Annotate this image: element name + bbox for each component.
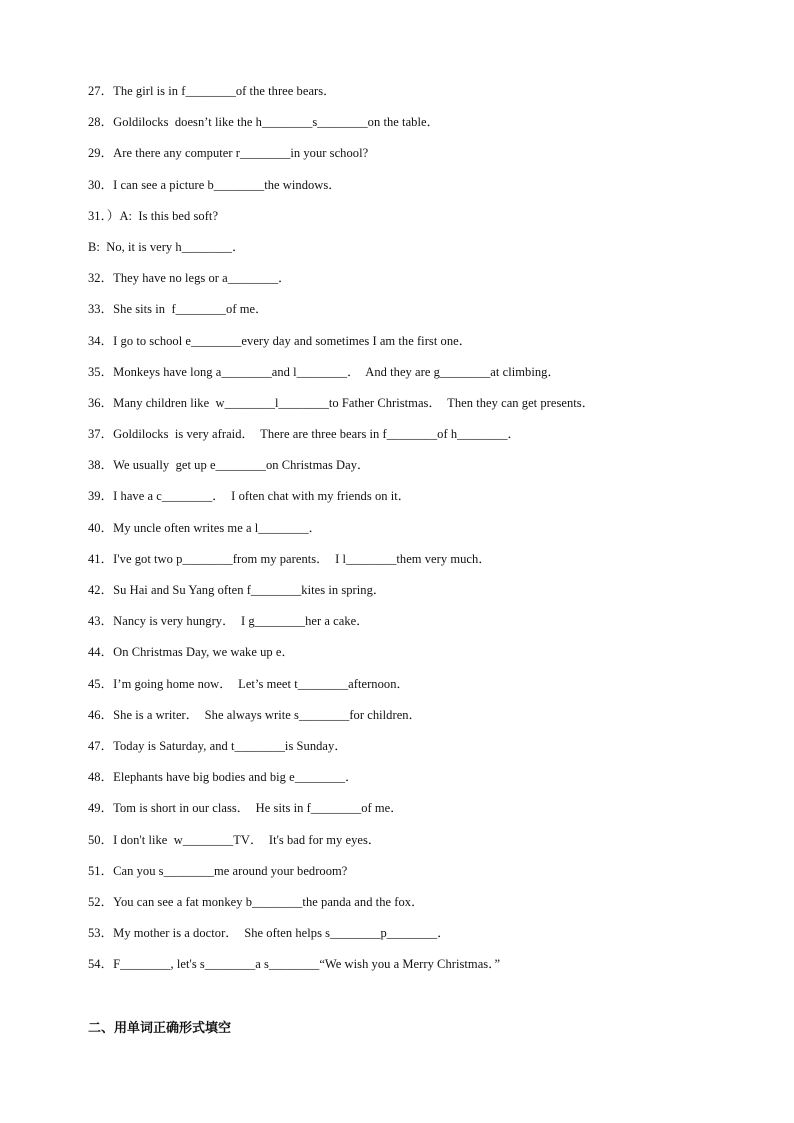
question-52: 52．You can see a fat monkey b________the panda and the fox． xyxy=(88,894,424,909)
question-54: 54．F________, let's s________a s________“We wish you a Merry Christmas．” xyxy=(88,957,501,972)
question-31b: B: No, it is very h________． xyxy=(88,239,245,254)
question-37: 37．Goldilocks is very afraid． There are three bears in f________of h________． xyxy=(88,427,521,442)
question-40: 40．My uncle often writes me a l________． xyxy=(88,520,322,535)
question-31a: 31．）A: Is this bed soft? xyxy=(88,208,219,223)
question-43: 43．Nancy is very hungry． I g________her a cake． xyxy=(88,614,369,629)
question-48: 48．Elephants have big bodies and big e________． xyxy=(88,770,358,785)
question-33: 33．She sits in f________of me． xyxy=(88,302,268,317)
question-36: 36．Many children like w________l________to Father Christmas． Then they can get presents． xyxy=(88,395,595,410)
question-39: 39．I have a c________． I often chat with my friends on it． xyxy=(88,489,411,504)
question-46: 46．She is a writer． She always write s________for children． xyxy=(88,707,422,722)
question-51: 51．Can you s________me around your bedroom? xyxy=(88,863,348,878)
question-30: 30．I can see a picture b________the windows． xyxy=(88,177,341,192)
question-28: 28．Goldilocks doesn’t like the h________s________on the table． xyxy=(88,115,440,130)
question-53: 53．My mother is a doctor． She often helps s________p________． xyxy=(88,926,450,941)
question-42: 42．Su Hai and Su Yang often f________kites in spring． xyxy=(88,583,386,597)
section-title: 二、用单词正确形式填空 xyxy=(88,1021,232,1036)
question-45: 45．I’m going home now． Let’s meet t________afternoon． xyxy=(88,676,410,691)
question-32: 32．They have no legs or a________． xyxy=(88,271,291,286)
question-38: 38．We usually get up e________on Christmas Day． xyxy=(88,458,370,473)
question-41: 41．I've got two p________from my parents． I l________them very much． xyxy=(88,551,491,566)
question-35: 35．Monkeys have long a________and l________． And they are g________at climbing． xyxy=(88,364,560,379)
question-49: 49．Tom is short in our class． He sits in f________of me． xyxy=(88,801,403,816)
question-list xyxy=(88,82,768,986)
question-34: 34．I go to school e________every day and sometimes I am the first one． xyxy=(88,333,472,348)
question-50: 50．I don't like w________TV． It's bad for my eyes． xyxy=(88,832,381,847)
question-47: 47．Today is Saturday, and t________is Sunday． xyxy=(88,738,347,753)
question-27: 27．The girl is in f________of the three bears． xyxy=(88,84,336,98)
question-29: 29．Are there any computer r________in your school? xyxy=(88,146,369,161)
question-44: 44．On Christmas Day, we wake up e． xyxy=(88,645,295,660)
